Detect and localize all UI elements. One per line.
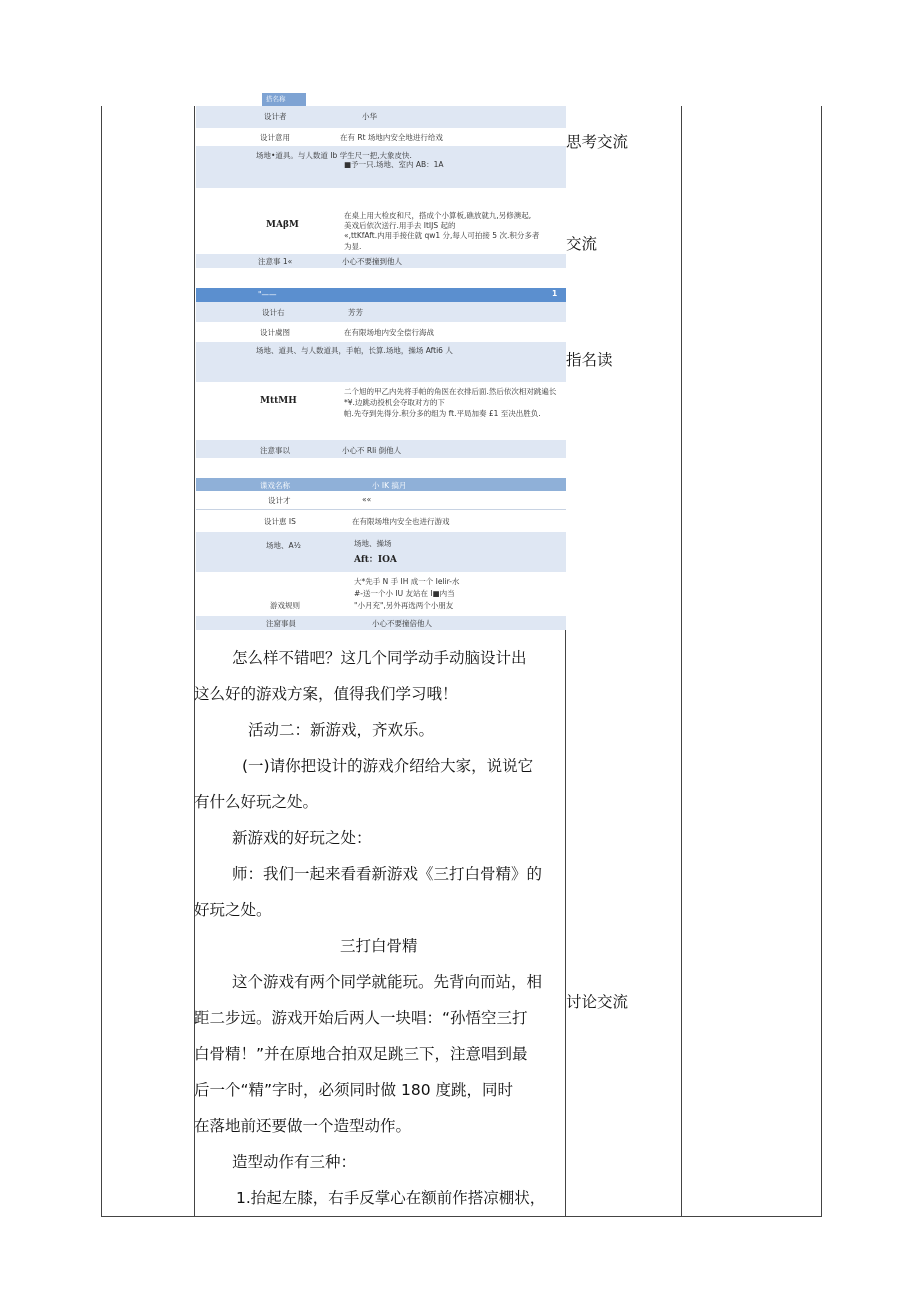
table-row: 设计恵 IS 在有限场堆内安全也进行游戏 [196,510,566,532]
table-row: 设计右 芳芳 [196,302,566,322]
paragraph: 好玩之处。 [194,901,272,919]
table-row: 注意事以 小心不 Rli 倒他人 [196,440,566,458]
table-row: MAβM 在桌上用大检皮和尺，搭成个小算板,礁放就九,另修澳起, 美戏后依次送行.用手去 ItIJS 起的 «,ttKfAft.内用手接住就 qw1 分,每人可拍接 5 次.积分多者 为显. [196,188,566,254]
table-row [196,458,566,478]
paragraph: 距二步远。游戏开始后两人一块唱：“孙悟空三打 [194,1009,528,1027]
table-row: 场地、A½ 场地、操场 Aft：IOA [196,532,566,572]
paragraph: 后一个“精”字时，必须同时做 180 度跳，同时 [194,1081,514,1099]
column-divider [681,106,682,1216]
side-note: 讨论交流 [566,993,629,1011]
table1-header-tag: 搭名称 [262,93,306,106]
table-row: 场地、道具、与人数道具，手帕，长算.场地，操场 Afti6 人 [196,342,566,382]
side-note: 指名读 [566,351,613,369]
table-row: 场地•道具。与人数道 Ib 学生尺一把,大象皮快. ■予一只.场地、室内 AB：1A [196,146,566,188]
table-header-row: 谍戏名称 小 IK 搞月 [196,478,566,491]
paragraph: 怎么样不错吧？这几个同学动手动脑设计出 [232,649,527,667]
side-note: 思考交流 [566,133,629,151]
paragraph: (一)请你把设计的游戏介绍给大家，说说它 [242,757,534,775]
side-note: 交流 [566,235,598,253]
section-title: 三打白骨精 [340,937,418,955]
paragraph: 活动二：新游戏，齐欢乐。 [248,721,435,739]
paragraph: 白骨精！”并在原地合拍双足跳三下，注意唱到最 [194,1045,528,1063]
table-row: MttMH 二个旭的甲乙内先将手帕的角医在衣排后面.然后依次相对跳遍长 *¥.边跳动投机会夺取对方的下 帕.先夺到先得分.积分多的组为 ft.平局加奏 £1 至决出胜负. [196,382,566,440]
paragraph: 造型动作有三种： [232,1153,357,1171]
paragraph: 这么好的游戏方案，值得我们学习哦！ [194,685,458,703]
table-band: "—— 1 [196,288,566,302]
table-row [196,268,566,288]
table-row: 游戏规则 大*先手 N 手 IH 成一个 Ielir-水 #-送一个小 IU 友站在 I■内当 "小月充",另外再选两个小朋友 [196,572,566,616]
table-row: 设计意用 在有 Rt 场地内安全地进行给戏 [196,128,566,146]
table-row: 设计才 «« [196,491,566,509]
paragraph: 新游戏的好玩之处： [232,829,372,847]
paragraph: 这个游戏有两个同学就能玩。先背向而站，相 [232,973,543,991]
table-row: 设计者 小华 [196,106,566,128]
paragraph: 师：我们一起来看看新游戏《三打白骨精》的 [232,865,543,883]
paragraph: 在落地前还要做一个造型动作。 [194,1117,412,1135]
table-row: 设计虞图 在有限场地内安全偿行海战 [196,322,566,342]
paragraph: 有什么好玩之处。 [194,793,319,811]
table-row: 注窟事員 小心不要撞倍他人 [196,616,566,630]
table-row: 注意事 1« 小心不要撞到他人 [196,254,566,268]
paragraph: 1.抬起左膝，右手反掌心在额前作搭凉棚状， [236,1189,546,1207]
